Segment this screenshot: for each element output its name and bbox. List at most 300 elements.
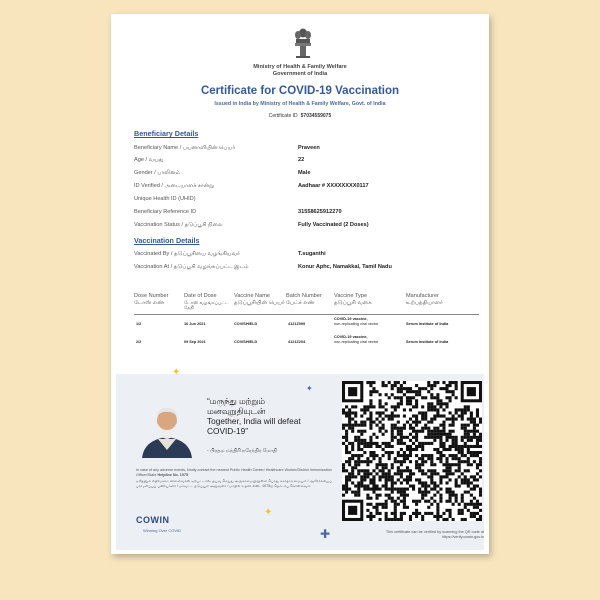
qr-module: [433, 408, 436, 411]
qr-module: [406, 454, 409, 457]
qr-module: [345, 405, 348, 408]
qr-module: [406, 399, 409, 402]
qr-module: [430, 463, 433, 466]
qr-module: [455, 442, 458, 445]
qr-module: [406, 402, 409, 405]
qr-module: [385, 518, 388, 521]
qr-module: [415, 512, 418, 515]
qr-module: [397, 497, 400, 500]
qr-module: [360, 439, 363, 442]
qr-module: [385, 430, 388, 433]
qr-module: [415, 418, 418, 421]
qr-module: [351, 457, 354, 460]
qr-module: [445, 488, 448, 491]
qr-module: [427, 421, 430, 424]
qr-module: [449, 390, 452, 393]
qr-module: [467, 491, 470, 494]
qr-module: [403, 442, 406, 445]
qr-module: [388, 478, 391, 481]
qr-module: [421, 491, 424, 494]
qr-module: [357, 460, 360, 463]
page-subtitle: Issued in India by Ministry of Health & Family Welfare, Govt. of India: [214, 101, 386, 107]
qr-module: [409, 427, 412, 430]
qr-module: [382, 454, 385, 457]
qr-module: [363, 411, 366, 414]
qr-module: [403, 451, 406, 454]
vaccine-name: COVISHIELD: [234, 322, 258, 326]
qr-module: [400, 433, 403, 436]
qr-module: [382, 448, 385, 451]
qr-module: [409, 451, 412, 454]
qr-module: [464, 430, 467, 433]
qr-module: [385, 484, 388, 487]
qr-module: [403, 469, 406, 472]
qr-module: [342, 442, 345, 445]
qr-module: [369, 497, 372, 500]
qr-module: [470, 481, 473, 484]
qr-module: [379, 430, 382, 433]
qr-module: [464, 506, 467, 509]
qr-module: [418, 469, 421, 472]
qr-module: [476, 454, 479, 457]
qr-module: [449, 472, 452, 475]
qr-module: [449, 411, 452, 414]
qr-module: [382, 484, 385, 487]
qr-module: [445, 509, 448, 512]
qr-module: [391, 488, 394, 491]
qr-module: [385, 472, 388, 475]
qr-module: [449, 433, 452, 436]
qr-module: [394, 460, 397, 463]
qr-module: [363, 439, 366, 442]
qr-module: [369, 488, 372, 491]
header-ta: உற்பத்தியாளர்: [406, 300, 443, 306]
qr-module: [467, 457, 470, 460]
qr-module: [455, 457, 458, 460]
qr-module: [458, 408, 461, 411]
qr-module: [455, 387, 458, 390]
qr-module: [418, 466, 421, 469]
qr-module: [372, 387, 375, 390]
qr-module: [372, 484, 375, 487]
qr-module: [375, 390, 378, 393]
qr-module: [345, 411, 348, 414]
beneficiary-heading: Beneficiary Details: [134, 129, 199, 138]
qr-module: [470, 439, 473, 442]
qr-module: [464, 436, 467, 439]
qr-module: [436, 393, 439, 396]
qr-module: [421, 448, 424, 451]
qr-module: [403, 506, 406, 509]
qr-module: [348, 427, 351, 430]
qr-module: [385, 488, 388, 491]
qr-module: [409, 518, 412, 521]
qr-module: [464, 481, 467, 484]
qr-module: [375, 436, 378, 439]
qr-module: [379, 405, 382, 408]
qr-module: [372, 390, 375, 393]
qr-module: [436, 491, 439, 494]
qr-module: [357, 430, 360, 433]
qr-module: [375, 454, 378, 457]
qr-module: [455, 500, 458, 503]
qr-module: [439, 439, 442, 442]
qr-module: [427, 491, 430, 494]
qr-module: [442, 381, 445, 384]
verification-qr-code[interactable]: [342, 381, 482, 521]
qr-module: [415, 414, 418, 417]
qr-module: [418, 463, 421, 466]
qr-module: [424, 484, 427, 487]
qr-module: [388, 457, 391, 460]
qr-module: [445, 475, 448, 478]
qr-module: [470, 454, 473, 457]
qr-module: [357, 491, 360, 494]
qr-module: [382, 469, 385, 472]
manufacturer: Serum Institute of India: [406, 322, 449, 326]
qr-module: [379, 460, 382, 463]
qr-module: [424, 387, 427, 390]
qr-module: [467, 484, 470, 487]
qr-module: [427, 408, 430, 411]
qr-module: [418, 442, 421, 445]
qr-module: [385, 475, 388, 478]
header-en: Date of Dose: [184, 293, 217, 299]
header-ta: பேட்ச் எண்: [286, 300, 315, 306]
qr-module: [372, 515, 375, 518]
qr-module: [464, 478, 467, 481]
qr-module: [348, 463, 351, 466]
qr-module: [452, 430, 455, 433]
qr-module: [369, 436, 372, 439]
qr-module: [397, 491, 400, 494]
qr-module: [442, 421, 445, 424]
qr-module: [415, 424, 418, 427]
qr-module: [476, 472, 479, 475]
dose-number: 2/2: [136, 340, 142, 344]
qr-module: [400, 384, 403, 387]
dose-table-header: [286, 293, 332, 307]
qr-module: [409, 390, 412, 393]
qr-module: [357, 439, 360, 442]
qr-module: [458, 512, 461, 515]
qr-module: [372, 381, 375, 384]
qr-module: [342, 484, 345, 487]
qr-module: [436, 427, 439, 430]
qr-module: [372, 454, 375, 457]
qr-module: [464, 408, 467, 411]
qr-module: [436, 515, 439, 518]
qr-module: [391, 484, 394, 487]
star-icon: ✦: [306, 384, 313, 393]
qr-module: [461, 460, 464, 463]
qr-module: [424, 500, 427, 503]
qr-module: [445, 418, 448, 421]
qr-module: [433, 384, 436, 387]
qr-module: [424, 396, 427, 399]
qr-module: [445, 436, 448, 439]
qr-module: [403, 494, 406, 497]
qr-module: [430, 387, 433, 390]
qr-module: [452, 418, 455, 421]
qr-module: [473, 497, 476, 500]
qr-module: [455, 411, 458, 414]
qr-module: [433, 439, 436, 442]
qr-module: [366, 457, 369, 460]
qr-module: [385, 414, 388, 417]
qr-module: [375, 472, 378, 475]
qr-module: [421, 518, 424, 521]
qr-module: [412, 512, 415, 515]
qr-module: [357, 463, 360, 466]
qr-module: [445, 396, 448, 399]
qr-module: [442, 387, 445, 390]
qr-module: [360, 424, 363, 427]
qr-module: [366, 503, 369, 506]
qr-module: [476, 512, 479, 515]
qr-module: [421, 430, 424, 433]
qr-module: [424, 488, 427, 491]
qr-module: [473, 506, 476, 509]
qr-module: [372, 491, 375, 494]
qr-module: [424, 491, 427, 494]
qr-module: [412, 500, 415, 503]
qr-module: [449, 466, 452, 469]
qr-module: [412, 396, 415, 399]
qr-module: [415, 399, 418, 402]
qr-module: [391, 518, 394, 521]
qr-module: [375, 445, 378, 448]
qr-module: [470, 414, 473, 417]
qr-module: [461, 509, 464, 512]
qr-module: [452, 439, 455, 442]
header-en: Vaccine Name: [234, 293, 270, 299]
qr-module: [369, 512, 372, 515]
quote-en-line1: Together, India will defeat: [207, 416, 301, 426]
qr-module: [433, 436, 436, 439]
certificate-id-label: Certificate ID: [268, 113, 298, 119]
qr-module: [467, 405, 470, 408]
qr-module: [476, 466, 479, 469]
qr-module: [342, 424, 345, 427]
qr-module: [430, 488, 433, 491]
row-label: Gender / பாலினம்: [134, 170, 181, 176]
qr-module: [479, 457, 482, 460]
manufacturer: Serum Institute of India: [406, 340, 449, 344]
qr-module: [360, 430, 363, 433]
qr-module: [406, 506, 409, 509]
qr-module: [430, 457, 433, 460]
qr-module: [415, 402, 418, 405]
qr-module: [372, 475, 375, 478]
qr-module: [394, 436, 397, 439]
qr-module: [388, 494, 391, 497]
qr-module: [412, 421, 415, 424]
qr-module: [439, 497, 442, 500]
qr-module: [467, 433, 470, 436]
qr-module: [427, 390, 430, 393]
qr-module: [397, 454, 400, 457]
qr-module: [348, 414, 351, 417]
qr-module: [354, 475, 357, 478]
qr-module: [375, 497, 378, 500]
qr-module: [397, 433, 400, 436]
qr-module: [357, 488, 360, 491]
qr-module: [412, 484, 415, 487]
qr-module: [348, 475, 351, 478]
qr-module: [476, 506, 479, 509]
qr-module: [369, 445, 372, 448]
qr-module: [473, 421, 476, 424]
qr-module: [479, 494, 482, 497]
qr-module: [342, 436, 345, 439]
campaign-quote: [207, 396, 333, 436]
qr-module: [379, 445, 382, 448]
qr-module: [379, 402, 382, 405]
qr-module: [418, 500, 421, 503]
qr-module: [424, 454, 427, 457]
qr-module: [464, 405, 467, 408]
qr-module: [427, 457, 430, 460]
qr-module: [351, 424, 354, 427]
ministry-line2: Government of India: [272, 70, 328, 77]
qr-module: [455, 448, 458, 451]
qr-module: [455, 484, 458, 487]
qr-module: [421, 418, 424, 421]
row-label: Age / வயது: [134, 157, 164, 163]
qr-module: [430, 472, 433, 475]
qr-module: [369, 472, 372, 475]
qr-module: [470, 451, 473, 454]
qr-module: [445, 405, 448, 408]
qr-module: [357, 436, 360, 439]
dose-table-header: [406, 293, 476, 307]
qr-module: [409, 448, 412, 451]
row-value: 31558625912270: [298, 209, 342, 215]
qr-module: [412, 390, 415, 393]
qr-module: [430, 430, 433, 433]
qr-module: [436, 503, 439, 506]
qr-module: [445, 481, 448, 484]
qr-module: [382, 427, 385, 430]
qr-module: [476, 484, 479, 487]
qr-module: [406, 494, 409, 497]
qr-module: [375, 442, 378, 445]
qr-module: [458, 484, 461, 487]
qr-module: [369, 439, 372, 442]
qr-module: [403, 414, 406, 417]
qr-module: [406, 436, 409, 439]
qr-module: [427, 512, 430, 515]
qr-module: [476, 408, 479, 411]
qr-module: [345, 436, 348, 439]
qr-module: [375, 494, 378, 497]
qr-module: [400, 512, 403, 515]
qr-module: [430, 405, 433, 408]
qr-module: [360, 484, 363, 487]
vaccine-type-line1: COVID-19 vaccine,: [334, 335, 368, 339]
qr-module: [391, 491, 394, 494]
qr-module: [354, 491, 357, 494]
qr-module: [452, 390, 455, 393]
qr-module: [400, 454, 403, 457]
qr-module: [403, 503, 406, 506]
qr-module: [458, 451, 461, 454]
qr-module: [418, 430, 421, 433]
star-icon: ✦: [172, 367, 181, 378]
header-en: Manufacturer: [406, 293, 439, 299]
qr-module: [385, 445, 388, 448]
qr-module: [348, 442, 351, 445]
uhid-row: [134, 196, 474, 202]
qr-module: [445, 518, 448, 521]
qr-module: [473, 427, 476, 430]
qr-module: [473, 430, 476, 433]
qr-module: [375, 463, 378, 466]
qr-module: [372, 405, 375, 408]
qr-module: [470, 418, 473, 421]
qr-module: [467, 448, 470, 451]
qr-module: [354, 454, 357, 457]
qr-module: [400, 518, 403, 521]
qr-module: [455, 469, 458, 472]
qr-module: [357, 494, 360, 497]
qr-module: [479, 469, 482, 472]
qr-module: [406, 488, 409, 491]
qr-module: [403, 491, 406, 494]
qr-module: [445, 390, 448, 393]
qr-module: [394, 472, 397, 475]
batch-number: 4121Z204: [288, 340, 306, 344]
row-label: Beneficiary Name / பயனாளியின் பெயர்: [134, 145, 236, 151]
qr-module: [439, 402, 442, 405]
qr-module: [363, 484, 366, 487]
qr-module: [433, 481, 436, 484]
qr-module: [375, 418, 378, 421]
qr-module: [400, 488, 403, 491]
qr-module: [476, 414, 479, 417]
qr-module: [391, 393, 394, 396]
qr-module: [351, 481, 354, 484]
qr-module: [449, 463, 452, 466]
qr-module: [394, 506, 397, 509]
qr-module: [455, 436, 458, 439]
qr-module: [363, 478, 366, 481]
qr-module: [436, 484, 439, 487]
qr-module: [436, 506, 439, 509]
qr-module: [476, 430, 479, 433]
qr-module: [379, 393, 382, 396]
qr-module: [415, 454, 418, 457]
qr-module: [357, 442, 360, 445]
qr-module: [351, 405, 354, 408]
qr-module: [394, 405, 397, 408]
row-label: Beneficiary Reference ID: [134, 209, 197, 215]
qr-module: [379, 512, 382, 515]
qr-module: [397, 488, 400, 491]
qr-module: [412, 488, 415, 491]
qr-module: [479, 491, 482, 494]
qr-module: [461, 497, 464, 500]
qr-module: [366, 488, 369, 491]
qr-module: [439, 454, 442, 457]
qr-module: [400, 436, 403, 439]
header-en: Batch Number: [286, 293, 322, 299]
qr-module: [409, 460, 412, 463]
qr-module: [424, 414, 427, 417]
qr-module: [424, 424, 427, 427]
qr-module: [357, 454, 360, 457]
